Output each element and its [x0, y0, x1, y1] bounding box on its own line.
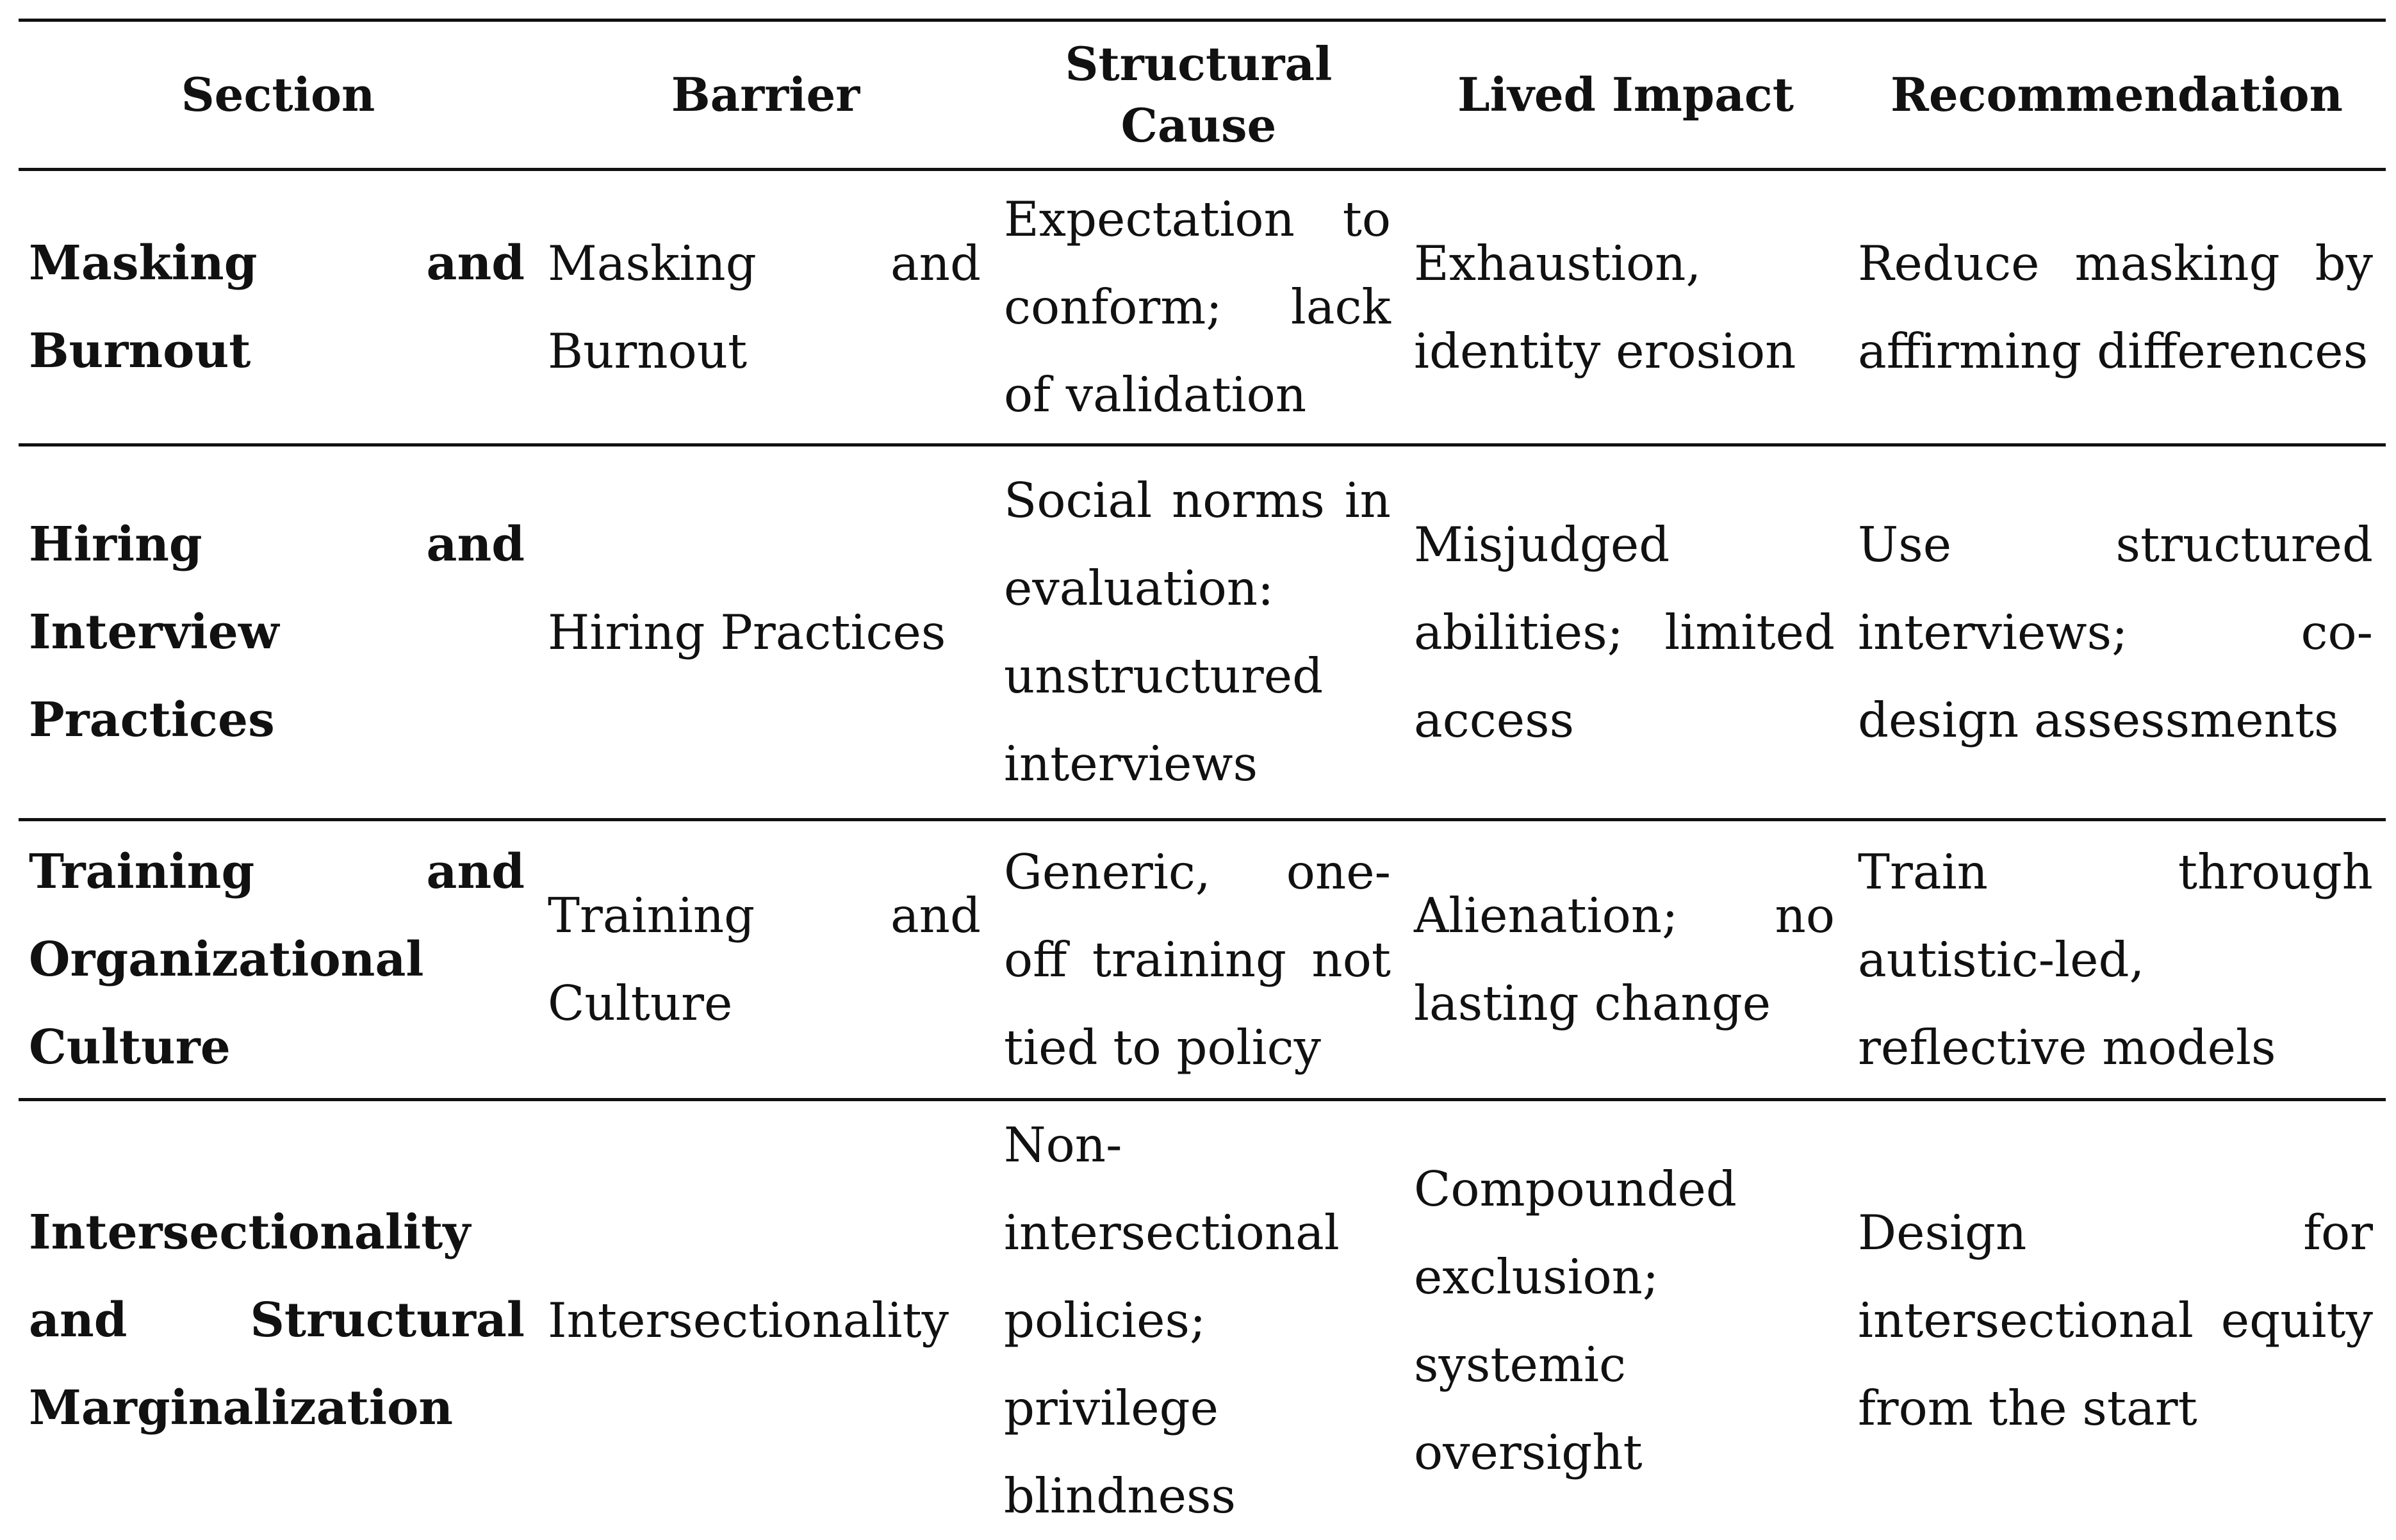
barriers-table	[19, 19, 2386, 1540]
cell-recommendation: Train through autistic-led, reflective models	[1848, 820, 2386, 1100]
cell-structural-cause: Social norms in evaluation: unstructured interviews	[994, 445, 1404, 820]
header-recommendation: Recommendation	[1848, 20, 2386, 170]
cell-barrier: Hiring Practices	[537, 445, 994, 820]
header-section: Section	[19, 20, 537, 170]
cell-barrier: Masking and Burnout	[537, 170, 994, 445]
cell-recommendation: Reduce masking by affirming differences	[1848, 170, 2386, 445]
table-row	[19, 445, 2386, 820]
table-row	[19, 1100, 2386, 1540]
table-row	[19, 170, 2386, 445]
header-structural-cause: Structural Cause	[994, 20, 1404, 170]
cell-section: Masking and Burnout	[19, 170, 537, 445]
cell-lived-impact: Compounded exclusion; systemic oversight	[1404, 1100, 1848, 1540]
cell-lived-impact: Misjudged abilities; limited access	[1404, 445, 1848, 820]
cell-section: Hiring and Interview Practices	[19, 445, 537, 820]
cell-structural-cause: Generic, one-off training not tied to policy	[994, 820, 1404, 1100]
cell-structural-cause: Expectation to conform; lack of validation	[994, 170, 1404, 445]
cell-section: Intersectionality and Structural Marginalization	[19, 1100, 537, 1540]
header-barrier: Barrier	[537, 20, 994, 170]
cell-barrier: Training and Culture	[537, 820, 994, 1100]
header-lived-impact: Lived Impact	[1404, 20, 1848, 170]
cell-barrier: Intersectionality	[537, 1100, 994, 1540]
cell-recommendation: Use structured interviews; co-design assessments	[1848, 445, 2386, 820]
table-row	[19, 820, 2386, 1100]
cell-lived-impact: Exhaustion, identity erosion	[1404, 170, 1848, 445]
cell-lived-impact: Alienation; no lasting change	[1404, 820, 1848, 1100]
cell-structural-cause: Non-intersectional policies; privilege blindness	[994, 1100, 1404, 1540]
barriers-table-container	[19, 19, 2386, 1540]
header-row	[19, 20, 2386, 170]
table-header	[19, 20, 2386, 170]
table-body	[19, 170, 2386, 1540]
cell-recommendation: Design for intersectional equity from the start	[1848, 1100, 2386, 1540]
cell-section: Training and Organizational Culture	[19, 820, 537, 1100]
